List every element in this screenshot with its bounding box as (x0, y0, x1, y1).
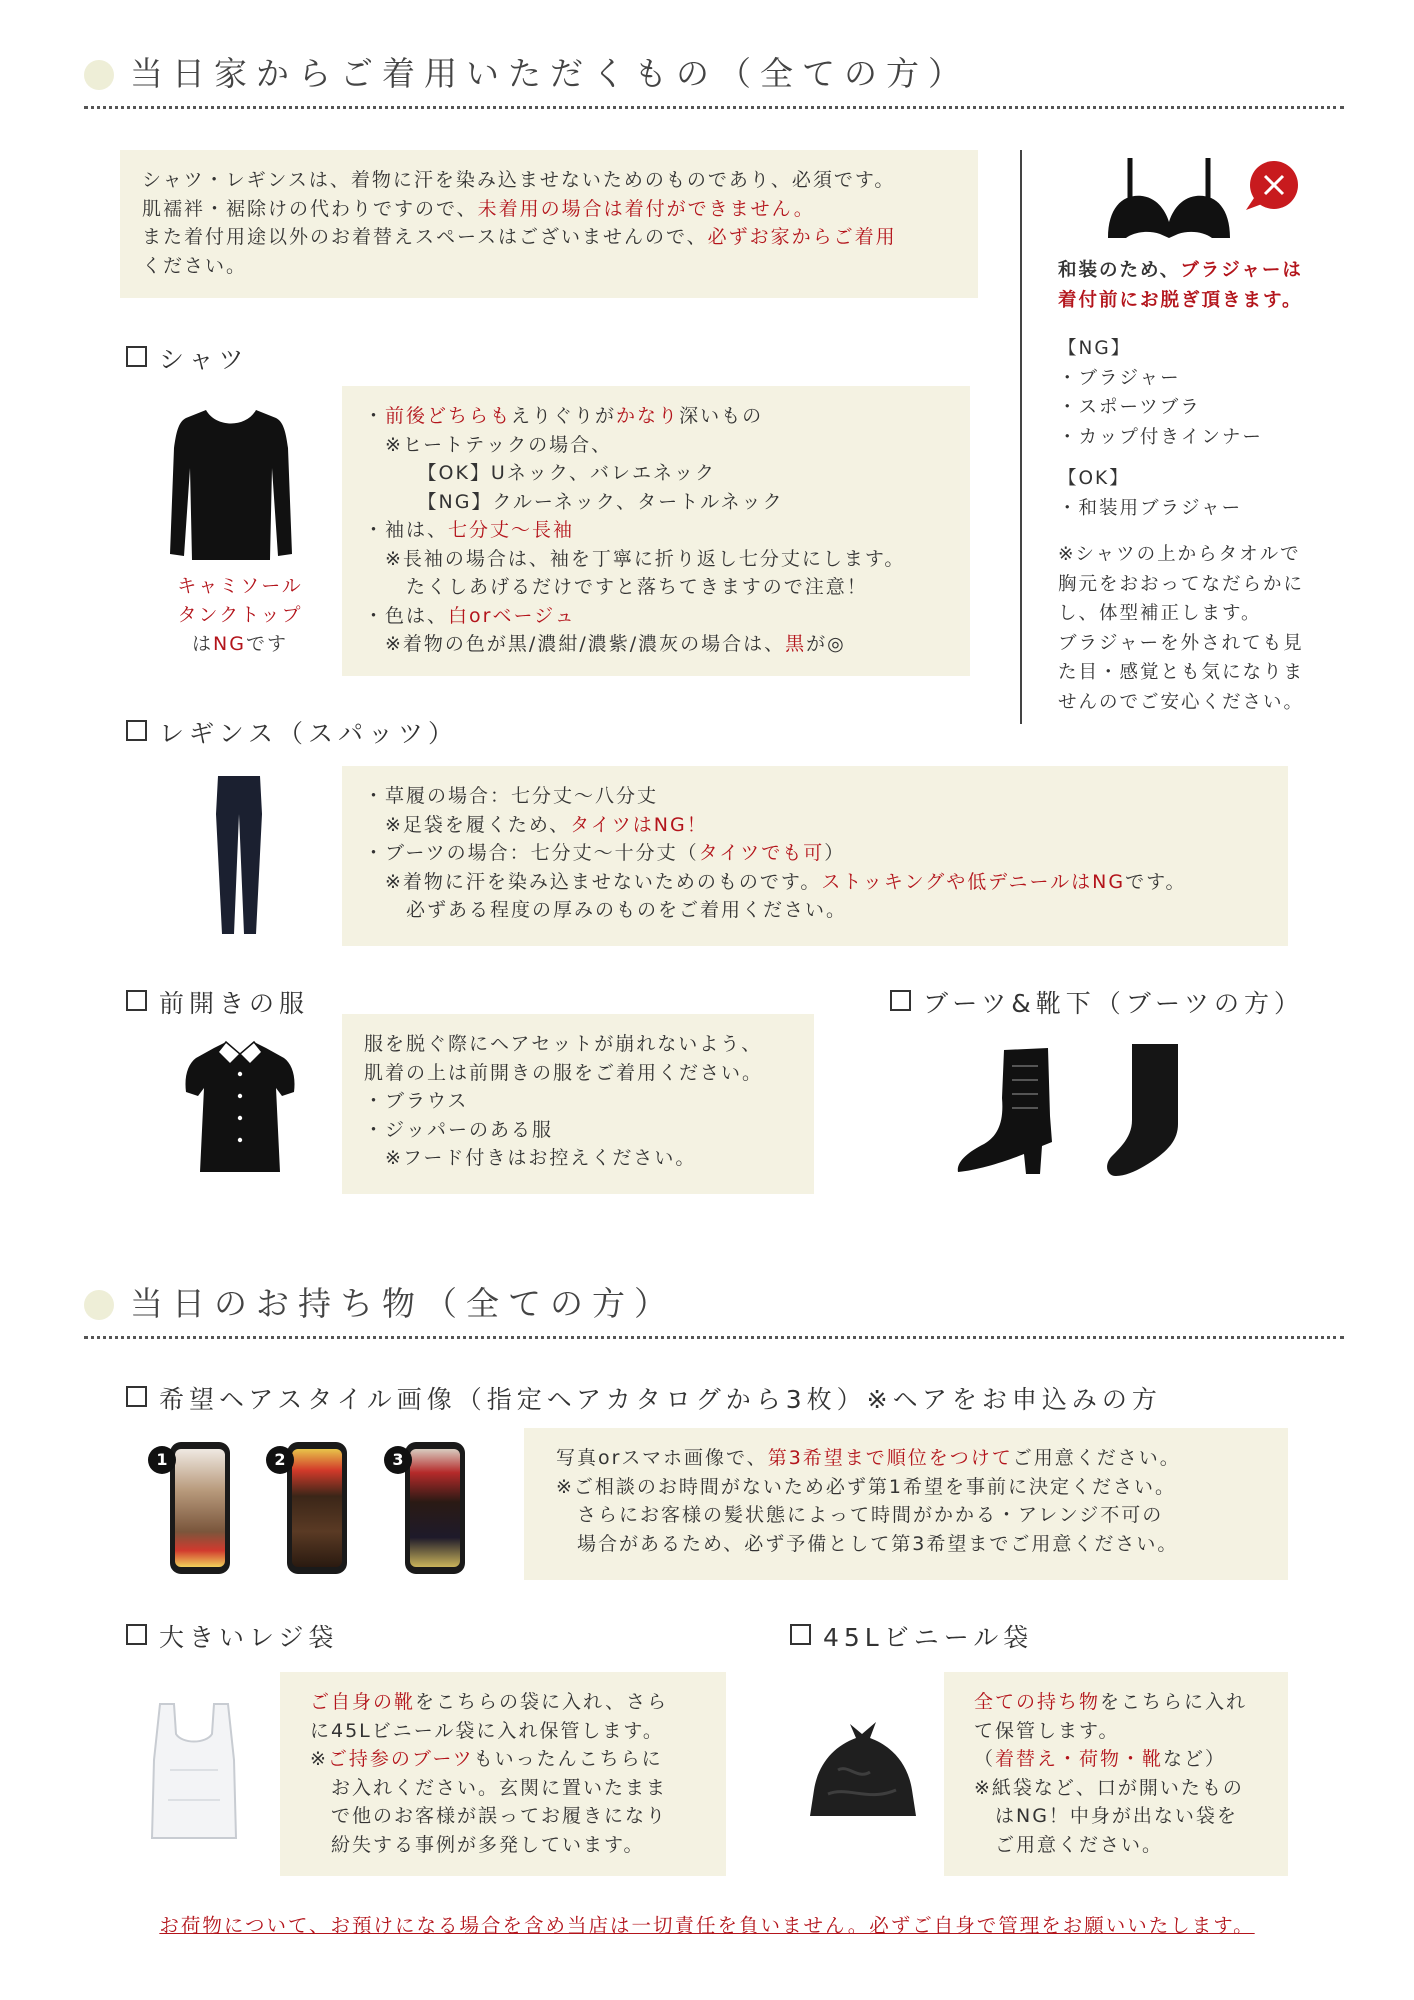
bra-ok-list (1058, 464, 1242, 523)
list-item: せんのでご安心ください。 (1058, 691, 1305, 713)
checkbox-icon (126, 720, 147, 741)
text-line: ※ヒートテックの場合、 (364, 433, 613, 456)
list-item: ・和装用ブラジャー (1058, 497, 1243, 519)
dotted-divider (84, 1336, 1344, 1339)
section-header-belongings (84, 1268, 1344, 1338)
hairstyle-phone-1 (170, 1442, 230, 1574)
leggings-info-box (342, 766, 1288, 946)
list-item: ・カップ付きインナー (1058, 426, 1263, 448)
checkbox-icon (126, 1386, 147, 1407)
badge-3: 3 (384, 1446, 412, 1474)
text-line: 服を脱ぐ際にヘアセットが崩れないよう、 (364, 1033, 763, 1055)
checkbox-boots: ブーツ&靴下（ブーツの方） (890, 984, 1304, 1020)
text-line: ※フード付きはお控えください。 (364, 1147, 697, 1169)
text-line: ・色は、白orベージュ (364, 604, 576, 627)
checkbox-shopping-bag: 大きいレジ袋 (126, 1618, 338, 1654)
list-item: 胸元をおおってなだらかに (1058, 573, 1305, 595)
hair-info-box (524, 1428, 1288, 1580)
text-line: 写真orスマホ画像で、第3希望まで順位をつけてご用意ください。 (556, 1447, 1181, 1469)
shirt-caption (150, 572, 330, 659)
checkbox-icon (126, 346, 147, 367)
text-line: ・ブラウス (364, 1090, 469, 1112)
sock-icon (1104, 1040, 1186, 1180)
checkbox-leggings: レギンス（スパッツ） (126, 714, 458, 750)
section-bullet-icon (84, 60, 114, 90)
text-line: ※長袖の場合は、袖を丁寧に折り返し七分丈にします。 (364, 547, 906, 570)
text-line: ・ブーツの場合：七分丈〜十分丈（タイツでも可） (364, 842, 846, 864)
text-line: ※足袋を履くため、タイツはNG！ (364, 813, 708, 836)
badge-2: 2 (266, 1446, 294, 1474)
text-line: ください。 (142, 254, 248, 277)
text-line: ※着物の色が黒/濃紺/濃紫/濃灰の場合は、黒が◎ (364, 633, 846, 655)
intro-text (142, 166, 978, 280)
text-line: さらにお客様の髪状態によって時間がかかる・アレンジ不可の (556, 1504, 1164, 1526)
list-item: ※シャツの上からタオルで (1058, 544, 1301, 565)
text-line: 紛失する事例が多発しています。 (310, 1833, 645, 1856)
dotted-divider (84, 106, 1344, 109)
text-line: 【NG】クルーネック、タートルネック (364, 490, 784, 513)
text-line: ※着物に汗を染み込ませないためのものです。ストッキングや低デニールはNGです。 (364, 870, 1187, 893)
bra-note (1058, 540, 1304, 717)
section-bullet-icon (84, 1290, 114, 1320)
text-line: て保管します。 (974, 1719, 1120, 1742)
text-line: タンクトップ (177, 604, 303, 626)
prohibited-x-icon (1244, 160, 1300, 214)
text-line: 場合があるため、必ず予備として第3希望までご用意ください。 (556, 1532, 1179, 1555)
text-line: キャミソール (177, 575, 303, 597)
text-line: ・前後どちらもえりぐりがかなり深いもの (364, 405, 764, 427)
text-line: はNGです (192, 633, 288, 655)
hairstyle-phone-2 (287, 1442, 347, 1574)
list-item: た目・感覚とも気になりま (1058, 662, 1305, 683)
section-title: 当日のお持ち物（全ての方） (130, 1284, 676, 1323)
section-title: 当日家からご着用いただくもの（全ての方） (130, 54, 970, 93)
shirt-icon (168, 404, 294, 562)
list-item: ・スポーツブラ (1058, 397, 1201, 418)
intro-notice-box (120, 150, 978, 298)
checkbox-shirt: シャツ (126, 340, 249, 376)
garbage-bag-icon (808, 1720, 918, 1820)
bra-notice (1058, 256, 1303, 316)
vertical-divider (1020, 150, 1022, 724)
checkbox-front-open: 前開きの服 (126, 984, 309, 1020)
text-line: ※紙袋など、口が開いたもの (974, 1776, 1244, 1799)
blouse-icon (180, 1040, 300, 1176)
boot-icon (954, 1046, 1070, 1176)
section-header-wear (84, 38, 1344, 108)
text-line: ご用意ください。 (974, 1833, 1164, 1856)
checkbox-icon (890, 990, 911, 1011)
text-line: 肌着の上は前開きの服をご着用ください。 (364, 1061, 764, 1084)
shopping-bag-info-box (280, 1672, 726, 1876)
checkbox-icon (126, 990, 147, 1011)
text-line: ※ご持参のブーツもいったんこちらに (310, 1748, 663, 1770)
checkbox-icon (126, 1624, 147, 1645)
text-line: 【OK】Uネック、バレエネック (364, 462, 717, 484)
leggings-icon (212, 774, 266, 936)
text-line: シャツ・レギンスは、着物に汗を染み込ませないためのものであり、必須です。 (142, 169, 896, 191)
badge-1: 1 (148, 1446, 176, 1474)
text-line: ・ジッパーのある服 (364, 1118, 554, 1141)
text-line: に45Lビニール袋に入れ保管します。 (310, 1719, 664, 1742)
ok-heading: 【OK】 (1058, 468, 1130, 489)
hairstyle-phone-3 (405, 1442, 465, 1574)
list-item: ・ブラジャー (1058, 367, 1181, 389)
liability-notice: お荷物について、お預けになる場合を含め当店は一切責任を負いません。必ずご自身で管理をお願いいたします。 (159, 1914, 1255, 1937)
checkbox-icon (790, 1624, 811, 1645)
ng-heading: 【NG】 (1058, 338, 1132, 359)
text-line: で他のお客様が誤ってお履きになり (310, 1805, 668, 1827)
text-line: 着付前にお脱ぎ頂きます。 (1058, 290, 1303, 311)
bra-icon (1104, 156, 1234, 242)
text-line: 全ての持ち物をこちらに入れ (974, 1691, 1248, 1713)
text-line: ご自身の靴をこちらの袋に入れ、さら (310, 1691, 669, 1713)
shirt-info-box (342, 386, 970, 676)
plastic-bag-icon (150, 1700, 238, 1842)
text-line: ・草履の場合：七分丈〜八分丈 (364, 785, 659, 807)
text-line: （着替え・荷物・靴など） (974, 1748, 1227, 1770)
vinyl-bag-info-box (944, 1672, 1288, 1876)
text-line: 肌襦袢・裾除けの代わりですので、未着用の場合は着付ができません。 (142, 197, 815, 220)
text-line: 和装のため、ブラジャーは (1058, 260, 1303, 281)
text-line: たくしあげるだけですと落ちてきますので注意！ (364, 576, 868, 598)
text-line: また着付用途以外のお着替えスペースはございませんので、必ずお家からご着用 (142, 226, 897, 248)
list-item: ブラジャーを外されても見 (1058, 632, 1304, 654)
checkbox-vinyl-bag: 45Lビニール袋 (790, 1618, 1033, 1654)
list-item: し、体型補正します。 (1058, 603, 1262, 624)
bra-ng-list (1058, 334, 1263, 452)
checkbox-hair-images: 希望ヘアスタイル画像（指定ヘアカタログから3枚）※ヘアをお申込みの方 (126, 1380, 1162, 1416)
text-line: ※ご相談のお時間がないため必ず第1希望を事前に決定ください。 (556, 1475, 1177, 1498)
front-open-info-box (342, 1014, 814, 1194)
text-line: 必ずある程度の厚みのものをご着用ください。 (364, 899, 848, 921)
text-line: お入れください。玄関に置いたまま (310, 1776, 668, 1799)
text-line: ・袖は、七分丈〜長袖 (364, 519, 575, 541)
text-line: はNG！中身が出ない袋を (974, 1805, 1238, 1827)
